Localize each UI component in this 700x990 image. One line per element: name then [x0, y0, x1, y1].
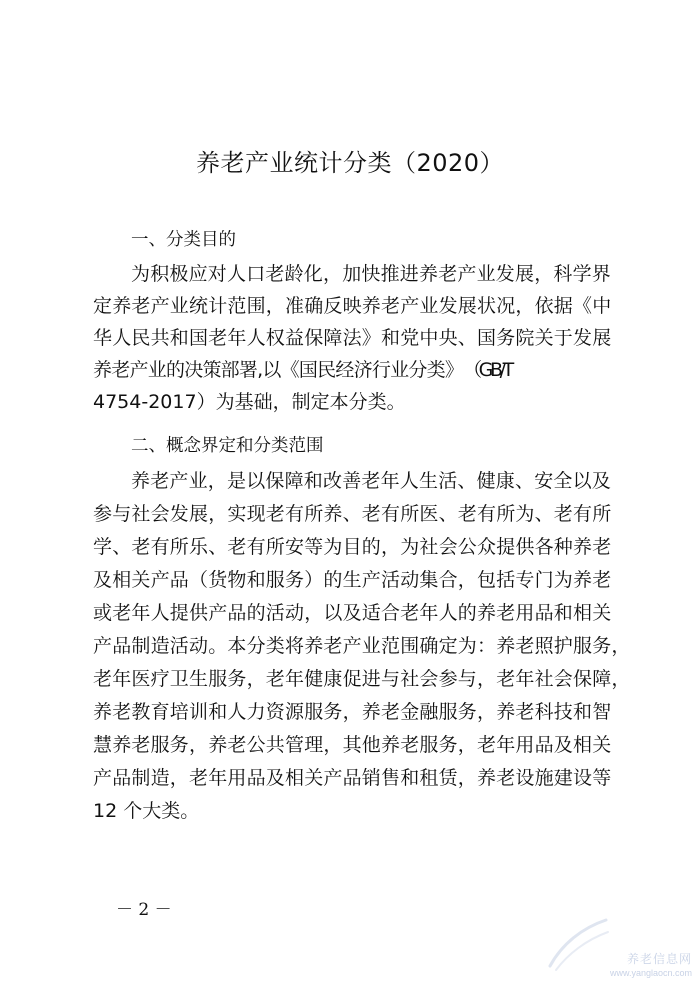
section-heading-purpose: 一、分类目的 [131, 230, 236, 250]
paragraph-line: 4754-2017）为基础，制定本分类。 [93, 391, 406, 413]
paragraph-line: 养老产业，是以保障和改善老年人生活、健康、安全以及 [131, 470, 612, 492]
watermark-name: 养老信息网 [626, 952, 692, 966]
paragraph-line: 养 老 产 业 的 决 策 部 署 , 以 《 国 民 经 济 行 业 分 类 》 （GB/T [93, 359, 511, 381]
paragraph-line: 产品制造活动。本分类将养老产业范围确定为：养老照护服务， [93, 635, 631, 657]
paragraph-line: 慧养老服务，养老公共管理，其他养老服务，老年用品及相关 [93, 734, 612, 756]
paragraph-line: 产品制造，老年用品及相关产品销售和租赁，养老设施建设等 [93, 767, 612, 789]
paragraph-line: 华人民共和国老年人权益保障法》和党中央、国务院关于发展 [93, 327, 612, 349]
paragraph-line: 为积极应对人口老龄化，加快推进养老产业发展，科学界 [131, 263, 612, 285]
watermark-url: www.yanglaocn.com [609, 968, 692, 978]
page-number: － 2 － [116, 900, 172, 920]
paragraph-line: 学、老有所乐、老有所安等为目的，为社会公众提供各种养老 [93, 536, 612, 558]
paragraph-line: 12 个大类。 [93, 800, 200, 822]
watermark [542, 914, 692, 984]
section-heading-definition: 二、概念界定和分类范围 [131, 436, 324, 456]
document-title: 养老产业统计分类（2020） [195, 149, 505, 177]
paragraph-line: 养老教育培训和人力资源服务，养老金融服务，养老科技和智 [93, 701, 612, 723]
paragraph-line: 参与社会发展，实现老有所养、老有所医、老有所为、老有所 [93, 503, 612, 525]
paragraph-line: 及相关产品（货物和服务）的生产活动集合，包括专门为养老 [93, 569, 612, 591]
paragraph-line: 定养老产业统计范围，准确反映养老产业发展状况，依据《中 [93, 295, 612, 317]
paragraph-line: 老年医疗卫生服务，老年健康促进与社会参与，老年社会保障， [93, 668, 631, 690]
paragraph-line: 或老年人提供产品的活动，以及适合老年人的养老用品和相关 [93, 602, 612, 624]
watermark-swoosh-icon [542, 914, 612, 974]
